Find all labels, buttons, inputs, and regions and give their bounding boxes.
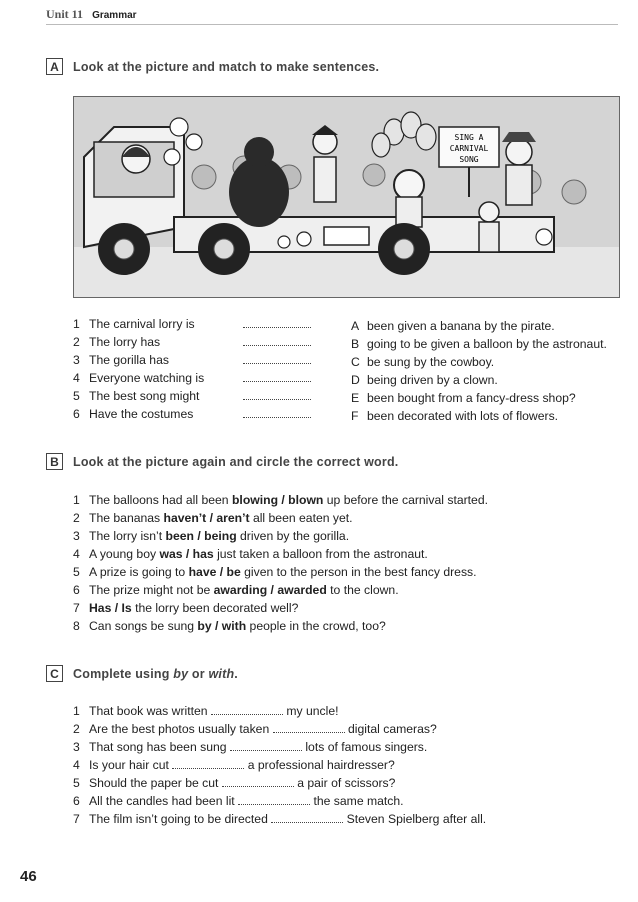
- word-choice[interactable]: Has / Is: [89, 601, 132, 615]
- complete-item: 2 Are the best photos usually taken digital cameras?: [73, 722, 437, 736]
- circle-item: 3 The lorry isn’t been / being driven by the gorilla.: [73, 529, 350, 543]
- circle-item: 8 Can songs be sung by / with people in the crowd, too?: [73, 619, 386, 633]
- match-left-item: 5 The best song might: [73, 389, 200, 403]
- match-right-item: C be sung by the cowboy.: [351, 355, 495, 369]
- fill-blank[interactable]: [211, 703, 283, 715]
- header-divider: [46, 24, 618, 25]
- section-a-heading: [46, 58, 379, 75]
- topic-label: Grammar: [92, 10, 137, 21]
- match-left-item: 4 Everyone watching is: [73, 371, 205, 385]
- circle-item: 7 Has / Is the lorry been decorated well?: [73, 601, 299, 615]
- match-left-item: 1 The carnival lorry is: [73, 317, 195, 331]
- section-a-letter: A: [46, 58, 63, 75]
- word-choice[interactable]: been / being: [165, 529, 237, 543]
- answer-blank-5[interactable]: [243, 388, 311, 400]
- word-choice[interactable]: have / be: [188, 565, 241, 579]
- match-left-item: 3 The gorilla has: [73, 353, 169, 367]
- circle-item: 5 A prize is going to have / be given to the person in the best fancy dress.: [73, 565, 477, 579]
- word-choice[interactable]: blowing / blown: [231, 493, 324, 507]
- carnival-illustration: [73, 96, 620, 298]
- fill-blank[interactable]: [271, 811, 343, 823]
- circle-item: 6 The prize might not be awarding / awarded to the clown.: [73, 583, 399, 597]
- match-right-item: E been bought from a fancy-dress shop?: [351, 391, 576, 405]
- answer-blank-1[interactable]: [243, 316, 311, 328]
- circle-item: 2 The bananas haven’t / aren’t all been eaten yet.: [73, 511, 353, 525]
- match-right-item: F been decorated with lots of flowers.: [351, 409, 559, 423]
- match-right-item: B going to be given a balloon by the astronaut.: [351, 337, 607, 351]
- fill-blank[interactable]: [273, 721, 345, 733]
- section-b-heading: [46, 453, 398, 470]
- complete-item: 4 Is your hair cut a professional hairdresser?: [73, 758, 395, 772]
- section-c-heading: [46, 665, 238, 682]
- sign-line-3: SONG: [459, 155, 479, 164]
- complete-item: 6 All the candles had been lit the same match.: [73, 794, 404, 808]
- circle-item: 1 The balloons had all been blowing / blown up before the carnival started.: [73, 493, 489, 507]
- complete-item: 7 The film isn’t going to be directed Steven Spielberg after all.: [73, 812, 487, 826]
- answer-blank-6[interactable]: [243, 406, 311, 418]
- word-choice[interactable]: haven’t / aren’t: [163, 511, 250, 525]
- section-b-letter: B: [46, 453, 63, 470]
- carnival-scene-drawing: [74, 97, 619, 297]
- sign-line-1: SING A: [454, 133, 484, 142]
- section-c-title: Complete using by or with.: [73, 666, 238, 681]
- match-left-item: 6 Have the costumes: [73, 407, 194, 421]
- complete-item: 1 That book was written my uncle!: [73, 704, 339, 718]
- answer-blank-3[interactable]: [243, 352, 311, 364]
- match-left-item: 2 The lorry has: [73, 335, 161, 349]
- word-choice[interactable]: by / with: [197, 619, 247, 633]
- answer-blank-4[interactable]: [243, 370, 311, 382]
- section-a-title: Look at the picture and match to make sentences.: [73, 59, 380, 74]
- page-header: [46, 7, 137, 22]
- complete-item: 3 That song has been sung lots of famous singers.: [73, 740, 428, 754]
- match-right-item: A been given a banana by the pirate.: [351, 319, 555, 333]
- answer-blank-2[interactable]: [243, 334, 311, 346]
- unit-label: Unit 11: [46, 7, 84, 21]
- match-right-item: D being driven by a clown.: [351, 373, 498, 387]
- fill-blank[interactable]: [222, 775, 294, 787]
- section-c-letter: C: [46, 665, 63, 682]
- page-number: 46: [20, 868, 37, 885]
- fill-blank[interactable]: [172, 757, 244, 769]
- complete-item: 5 Should the paper be cut a pair of scissors?: [73, 776, 396, 790]
- word-choice[interactable]: was / has: [159, 547, 214, 561]
- fill-blank[interactable]: [238, 793, 310, 805]
- word-choice[interactable]: awarding / awarded: [213, 583, 327, 597]
- sign-line-2: CARNIVAL: [449, 144, 489, 153]
- circle-item: 4 A young boy was / has just taken a balloon from the astronaut.: [73, 547, 428, 561]
- section-b-title: Look at the picture again and circle the correct word.: [73, 454, 399, 469]
- fill-blank[interactable]: [230, 739, 302, 751]
